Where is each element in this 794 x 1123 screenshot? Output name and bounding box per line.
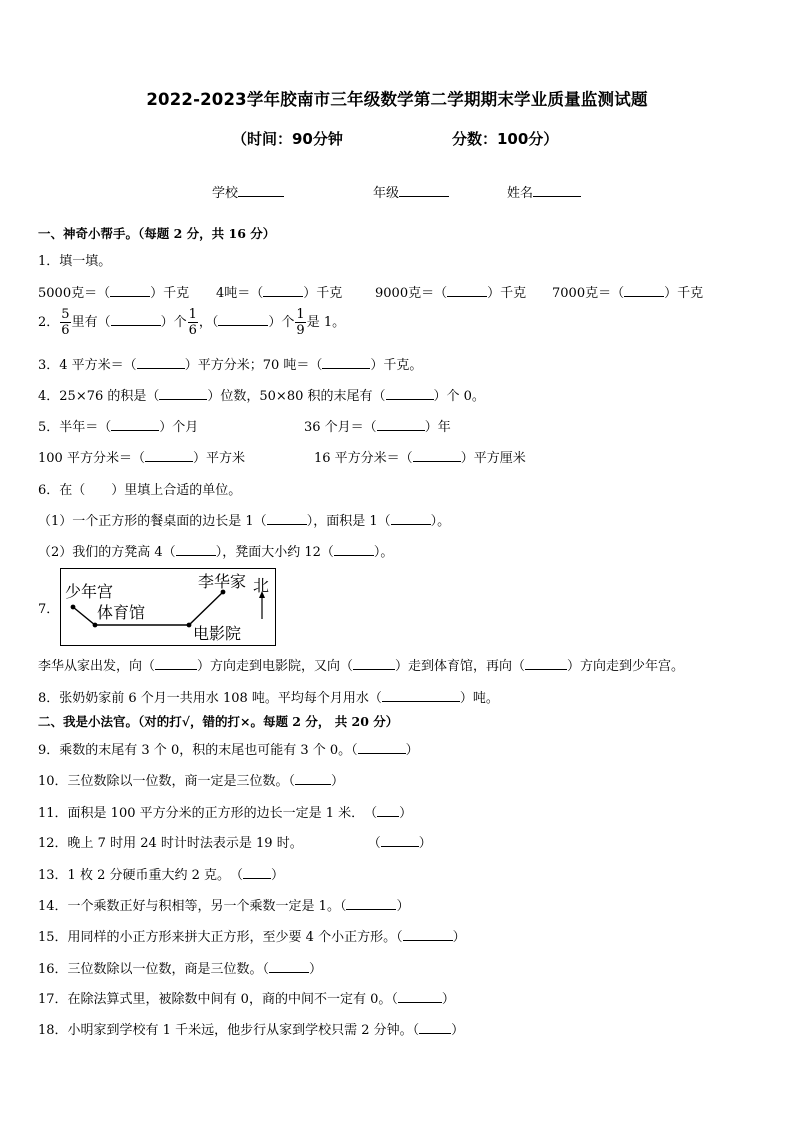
- q8-blank[interactable]: [382, 690, 460, 702]
- q2-blank-2[interactable]: [218, 314, 268, 326]
- q3-blank-1[interactable]: [137, 357, 185, 369]
- q1d-unit: ）千克: [664, 286, 704, 301]
- q5d-blank[interactable]: [413, 450, 461, 462]
- q5c-blank[interactable]: [145, 450, 193, 462]
- q5b-row-b: 16 平方分米＝（ ）平方厘米: [314, 451, 526, 466]
- q1d: [552, 282, 703, 301]
- q3-row: 3．4 平方米＝（ ）平方分米；70 吨＝（ ）千克。: [38, 358, 423, 373]
- judge-item: 16．三位数除以一位数，商是三位数。（ ）: [38, 962, 323, 977]
- q6-blank-1[interactable]: [267, 513, 307, 525]
- q1c-blank[interactable]: [447, 285, 487, 297]
- q6-label: 6．在（ ）里填上合适的单位。: [38, 483, 242, 498]
- name-field: [507, 182, 581, 201]
- q7-blank-1[interactable]: [155, 658, 197, 670]
- judge-blank[interactable]: [377, 805, 399, 817]
- judge-item: 9．乘数的末尾有 3 个 0，积的末尾也可能有 3 个 0。（ ）: [38, 743, 419, 758]
- judge-item: 13．1 枚 2 分硬币重大约 2 克。 （ ）: [38, 868, 285, 883]
- q2-num: 2．: [38, 315, 60, 330]
- grade-blank[interactable]: [399, 185, 449, 197]
- q7-text: 李华从家出发，向（ ）方向走到电影院，又向（ ）走到体育馆，再向（ ）方向走到少年宫。: [38, 659, 685, 674]
- section1-heading: 一、神奇小帮手。（每题 2 分，共 16 分）: [38, 226, 276, 241]
- children-palace-dot: [71, 605, 76, 610]
- judge-blank[interactable]: [358, 742, 406, 754]
- route-map-diagram: [60, 568, 276, 646]
- judge-blank[interactable]: [398, 991, 442, 1003]
- q5a-blank[interactable]: [111, 419, 159, 431]
- exam-score: 分数：100分）: [452, 130, 559, 148]
- school-label: 学校: [212, 186, 239, 201]
- judge-blank[interactable]: [269, 961, 309, 973]
- judge-item: 11．面积是 100 平方分米的正方形的边长一定是 1 米． （ ）: [38, 806, 413, 821]
- judge-item: 18．小明家到学校有 1 千米远，他步行从家到学校只需 2 分钟。（ ）: [38, 1023, 465, 1038]
- exam-time: （时间：90分钟: [232, 130, 343, 148]
- judge-blank[interactable]: [346, 898, 396, 910]
- name-label: 姓名: [507, 186, 534, 201]
- fraction-1-9: $\frac{1}{9}$: [296, 307, 305, 338]
- judge-item: 15．用同样的小正方形来拼大正方形，至少要 4 个小正方形。（ ）: [38, 930, 466, 945]
- q6-blank-3[interactable]: [176, 544, 216, 556]
- q1b-blank[interactable]: [263, 285, 303, 297]
- grade-field: [373, 182, 449, 201]
- q7-num: 7．: [38, 602, 60, 617]
- q2-blank-1[interactable]: [111, 314, 161, 326]
- q6-sub2: （2）我们的方凳高 4（ ），凳面大小约 12（ ）。: [38, 545, 394, 560]
- school-blank[interactable]: [238, 185, 284, 197]
- q5-row-a: 5．半年＝（ ）个月: [38, 420, 199, 435]
- q5-row-b: 36 个月＝（ ）年: [304, 420, 451, 435]
- q8-row: 8．张奶奶家前 6 个月一共用水 108 吨。平均每个月用水（ ）吨。: [38, 691, 499, 706]
- q1b: [216, 282, 342, 301]
- judge-blank[interactable]: [295, 773, 331, 785]
- school-field: [212, 182, 284, 201]
- q6-blank-4[interactable]: [334, 544, 374, 556]
- q1d-text: 7000克＝（: [552, 286, 625, 301]
- grade-label: 年级: [373, 186, 400, 201]
- q1a-unit: ）千克: [150, 286, 190, 301]
- q2-row: 2． $\frac{5}{6}$ 里有（ ）个 $\frac{1}{6}$ ，（ ）个 $\frac{1}{9}$ 是 1。: [38, 307, 346, 338]
- q1c-text: 9000克＝（: [375, 286, 448, 301]
- q6-sub1: （1）一个正方形的餐桌面的边长是 1（ ），面积是 1（ ）。: [38, 514, 451, 529]
- q7-blank-2[interactable]: [353, 658, 395, 670]
- q1c: [375, 282, 526, 301]
- fraction-5-6: $\frac{5}{6}$: [61, 307, 70, 338]
- q1b-unit: ）千克: [303, 286, 343, 301]
- q3-blank-2[interactable]: [322, 357, 370, 369]
- judge-item: 17．在除法算式里，被除数中间有 0，商的中间不一定有 0。（ ）: [38, 992, 455, 1007]
- judge-item: 10．三位数除以一位数，商一定是三位数。（ ）: [38, 774, 345, 789]
- q7-blank-3[interactable]: [525, 658, 567, 670]
- judge-blank[interactable]: [403, 929, 453, 941]
- stadium-dot: [93, 623, 98, 628]
- judge-blank[interactable]: [243, 867, 271, 879]
- q4-blank-1[interactable]: [159, 388, 207, 400]
- q4-blank-2[interactable]: [386, 388, 434, 400]
- children-palace-label: 少年宫: [65, 582, 114, 601]
- name-blank[interactable]: [533, 185, 581, 197]
- q1-label: 1．填一填。: [38, 254, 112, 269]
- q4-row: 4．25×76 的积是（ ）位数，50×80 积的末尾有（ ）个 0。: [38, 389, 485, 404]
- section2-heading: 二、我是小法官。（对的打√，错的打×。每题 2 分， 共 20 分）: [38, 714, 399, 729]
- q1d-blank[interactable]: [624, 285, 664, 297]
- judge-blank[interactable]: [381, 835, 419, 847]
- judge-item: 12．晚上 7 时用 24 时计时法表示是 19 时。 （ ）: [38, 836, 432, 851]
- north-label: 北: [253, 576, 270, 595]
- cinema-label: 电影院: [193, 624, 242, 643]
- q6-blank-2[interactable]: [391, 513, 431, 525]
- judge-item: 14．一个乘数正好与积相等，另一个乘数一定是 1。（ ）: [38, 899, 410, 914]
- q5b-blank[interactable]: [377, 419, 425, 431]
- q1-row: [38, 282, 189, 301]
- stadium-label: 体育馆: [97, 603, 146, 622]
- q1b-text: 4吨＝（: [216, 286, 264, 301]
- q1a-text: 5000克＝（: [38, 286, 111, 301]
- cinema-dot: [187, 623, 192, 628]
- judge-blank[interactable]: [419, 1022, 451, 1034]
- q1c-unit: ）千克: [487, 286, 527, 301]
- exam-title: 2022-2023学年胶南市三年级数学第二学期期末学业质量监测试题: [146, 90, 648, 109]
- q1a-blank[interactable]: [110, 285, 150, 297]
- lihua-home-label: 李华家: [198, 572, 247, 591]
- fraction-1-6: $\frac{1}{6}$: [188, 307, 197, 338]
- q5b-row-a: 100 平方分米＝（ ）平方米: [38, 451, 245, 466]
